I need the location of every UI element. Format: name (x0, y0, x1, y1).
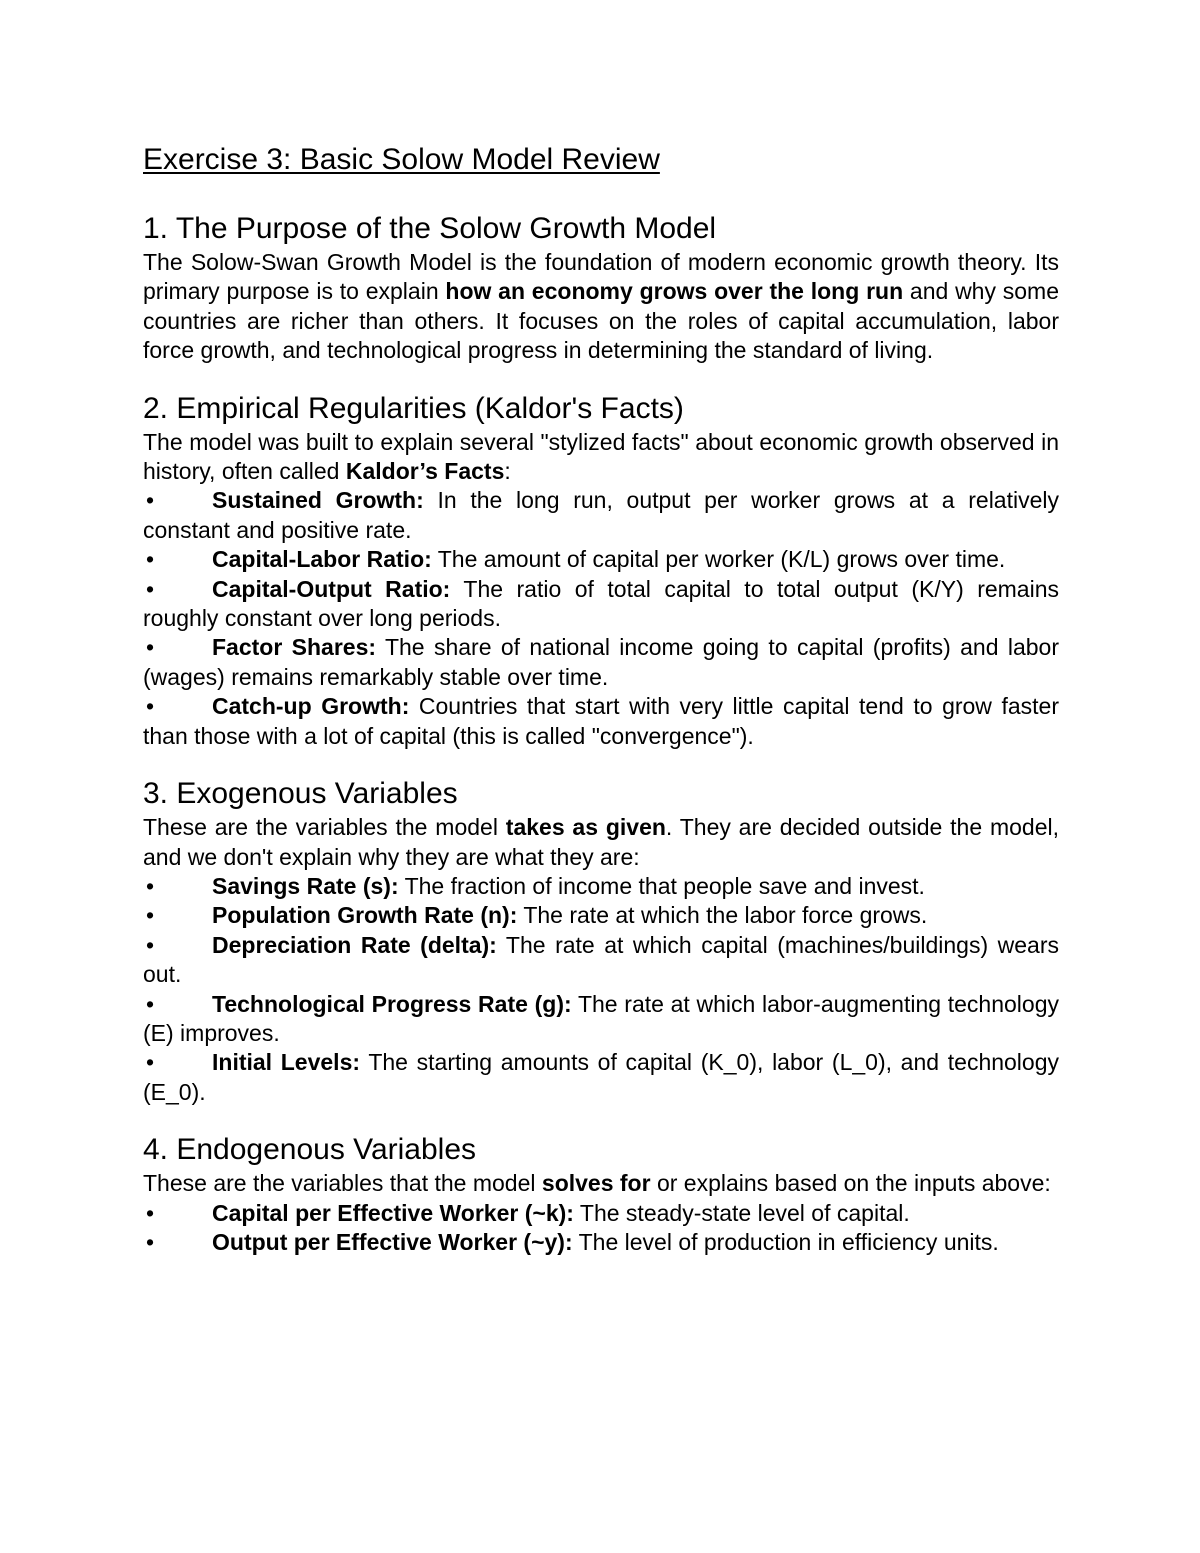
bullet-text: The starting amounts of capital (K_0), labor (L_0), and technology (E_0). (143, 1049, 1060, 1105)
section-heading: 4. Endogenous Variables (143, 1133, 477, 1167)
section-3 (143, 775, 1059, 1107)
bullet-text: The rate at which the labor force grows. (517, 902, 928, 929)
bullet-text: The level of production in efficiency units. (572, 1228, 999, 1255)
bullet-dot-icon: • (146, 634, 155, 661)
bullet-dot-icon: • (146, 931, 155, 958)
text-run: These are the variables that the model (143, 1170, 542, 1197)
bullet-text: The fraction of income that people save and invest. (398, 872, 925, 899)
bullet-term: Factor Shares: (212, 634, 377, 661)
bullet-dot-icon: • (146, 487, 155, 514)
bullet-list (143, 486, 1059, 751)
bullet-term: Savings Rate (s): (212, 872, 399, 899)
bullet-item (143, 872, 1059, 901)
bullet-item (143, 990, 1059, 1049)
bullet-text: In the long run, output per worker grows at a relatively constant and positive rate. (143, 487, 1060, 543)
bullet-dot-icon: • (146, 546, 155, 573)
text-run: : (504, 458, 511, 485)
bullet-dot-icon: • (146, 902, 155, 929)
text-run: The model was built to explain several "stylized facts" about economic growth observed in history, often called (143, 428, 1059, 485)
bullet-item (143, 575, 1059, 634)
bullet-item (143, 1228, 1059, 1257)
text-run: The Solow-Swan Growth Model is the foundation of modern economic growth theory. Its primary purpose is to explain (143, 249, 1059, 305)
text-run: or explains based on the inputs above: (650, 1170, 1051, 1197)
bullet-text: The steady-state level of capital. (573, 1199, 910, 1226)
text-run: . They are decided outside the model, and we don't explain why they are what they are: (143, 814, 1059, 870)
bullet-list (143, 872, 1059, 1107)
bullet-dot-icon: • (146, 1049, 155, 1076)
section-heading: 1. The Purpose of the Solow Growth Model (143, 212, 717, 245)
bullet-dot-icon: • (146, 990, 155, 1017)
bullet-term: Catch-up Growth: (212, 693, 410, 720)
bullet-term: Output per Effective Worker (~y): (212, 1228, 573, 1255)
section-heading: 3. Exogenous Variables (143, 777, 458, 811)
bullet-term: Depreciation Rate (delta): (212, 931, 497, 958)
bullet-dot-icon: • (146, 1228, 155, 1255)
bold-phrase: takes as given (505, 814, 666, 841)
bullet-dot-icon: • (146, 872, 155, 899)
bold-phrase: solves for (541, 1170, 651, 1197)
bullet-item (143, 1048, 1059, 1107)
bullet-text: The ratio of total capital to total output (K/Y) remains roughly constant over long periods. (143, 575, 1060, 632)
document-page (143, 140, 1059, 1257)
bullet-item (143, 545, 1059, 574)
bullet-dot-icon: • (146, 693, 155, 720)
section-4 (143, 1131, 1059, 1257)
section-intro-paragraph (143, 428, 1059, 487)
section-intro-paragraph (143, 248, 1059, 366)
section-1 (143, 210, 1059, 366)
bullet-item (143, 633, 1059, 692)
document-title: Exercise 3: Basic Solow Model Review (143, 143, 660, 176)
bullet-dot-icon: • (146, 1199, 155, 1226)
bullet-term: Capital-Output Ratio: (212, 575, 451, 602)
bullet-item (143, 486, 1059, 545)
bullet-term: Population Growth Rate (n): (212, 902, 518, 929)
bullet-text: The amount of capital per worker (K/L) grows over time. (431, 546, 1006, 573)
bullet-text: The share of national income going to capital (profits) and labor (wages) remains remarkably stable over time. (143, 634, 1059, 690)
bullet-item (143, 901, 1059, 930)
text-run: and why some countries are richer than others. It focuses on the roles of capital accumulation, labor force growth, and technological progress in determining the standard of living. (143, 278, 1060, 364)
section-2 (143, 390, 1059, 751)
bullet-item (143, 692, 1059, 751)
section-intro-paragraph (143, 1169, 1059, 1198)
bullet-text: Countries that start with very little capital tend to grow faster than those with a lot of capital (this is called "convergence"). (143, 693, 1059, 749)
bullet-item (143, 1199, 1059, 1228)
bold-phrase: how an economy grows over the long run (445, 278, 904, 305)
bullet-dot-icon: • (146, 575, 155, 602)
sections-container (143, 210, 1059, 1257)
bullet-text: The rate at which capital (machines/buildings) wears out. (143, 931, 1059, 988)
bullet-item (143, 931, 1059, 990)
bullet-text: The rate at which labor-augmenting technology (E) improves. (143, 990, 1059, 1046)
bullet-term: Technological Progress Rate (g): (212, 990, 572, 1017)
bold-phrase: Kaldor’s Facts (345, 458, 505, 485)
bullet-list (143, 1199, 1059, 1258)
bullet-term: Capital per Effective Worker (~k): (212, 1199, 574, 1226)
bullet-term: Capital-Labor Ratio: (212, 546, 432, 573)
bullet-term: Initial Levels: (212, 1049, 361, 1076)
bullet-term: Sustained Growth: (212, 487, 424, 514)
section-intro-paragraph (143, 813, 1059, 872)
text-run: These are the variables the model (143, 814, 506, 841)
section-heading: 2. Empirical Regularities (Kaldor's Facts) (143, 391, 684, 425)
